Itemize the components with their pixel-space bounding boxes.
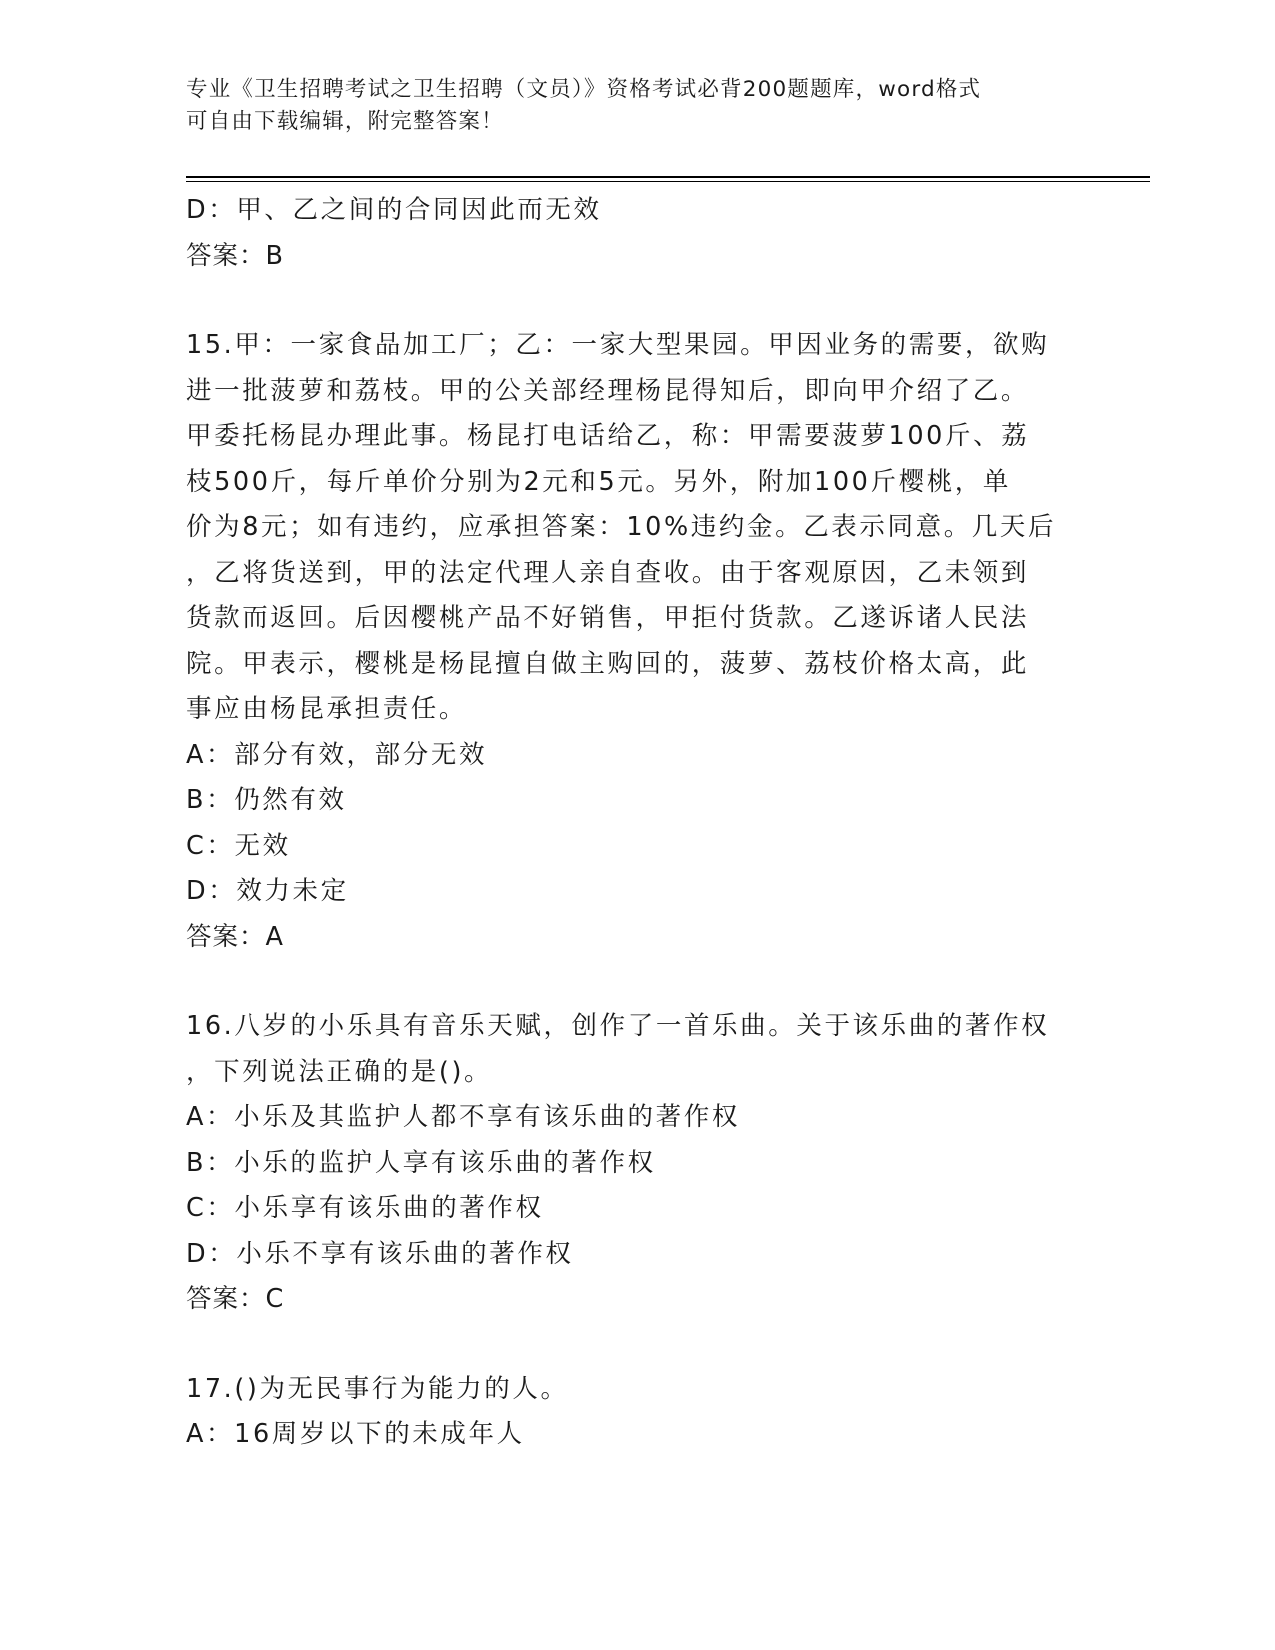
question-16	[186, 1004, 1086, 1323]
option-d: D：小乐不享有该乐曲的著作权	[186, 1238, 574, 1269]
question-text-line: 15.甲：一家食品加工厂；乙：一家大型果园。甲因业务的需要，欲购	[186, 330, 1050, 360]
header-rule-thin	[186, 181, 1150, 182]
answer-line: 答案：A	[186, 921, 284, 952]
page-header	[186, 74, 1066, 138]
option-c: C：小乐享有该乐曲的著作权	[186, 1193, 544, 1223]
question-text-line: 院。甲表示，樱桃是杨昆擅自做主购回的，菠萝、荔枝价格太高，此	[186, 648, 1030, 679]
question-15	[186, 323, 1086, 960]
question-text-line: 甲委托杨昆办理此事。杨昆打电话给乙，称：甲需要菠萝100斤、荔	[186, 421, 1030, 451]
option-b: B：小乐的监护人享有该乐曲的著作权	[186, 1147, 656, 1178]
question-17	[186, 1367, 1086, 1458]
header-line-1: 专业《卫生招聘考试之卫生招聘（文员）》资格考试必背200题题库，word格式	[186, 77, 982, 102]
question-text-line: 16.八岁的小乐具有音乐天赋，创作了一首乐曲。关于该乐曲的著作权	[186, 1011, 1050, 1041]
question-text-line: 枝500斤，每斤单价分别为2元和5元。另外，附加100斤樱桃，单	[186, 466, 1011, 497]
answer-line: 答案：C	[186, 1284, 285, 1314]
question-fragment	[186, 188, 1086, 279]
header-rule-thick	[186, 176, 1150, 178]
option-a: A：16周岁以下的未成年人	[186, 1419, 525, 1449]
option-d: D：效力未定	[186, 876, 349, 906]
question-text-line: ，下列说法正确的是()。	[186, 1056, 493, 1087]
option-c: C：无效	[186, 830, 291, 861]
question-text-line: 事应由杨昆承担责任。	[186, 694, 468, 724]
question-text-line: 货款而返回。后因樱桃产品不好销售，甲拒付货款。乙遂诉诸人民法	[186, 603, 1030, 633]
option-b: B：仍然有效	[186, 785, 347, 815]
question-text-line: ，乙将货送到，甲的法定代理人亲自查收。由于客观原因，乙未领到	[186, 557, 1030, 588]
question-text-line: 价为8元；如有违约，应承担答案：10%违约金。乙表示同意。几天后	[186, 512, 1057, 542]
header-line-2: 可自由下载编辑，附完整答案！	[186, 109, 504, 134]
option-a: A：小乐及其监护人都不享有该乐曲的著作权	[186, 1102, 740, 1132]
option-line: D：甲、乙之间的合同因此而无效	[186, 195, 602, 225]
option-a: A：部分有效，部分无效	[186, 739, 488, 770]
document-body	[186, 188, 1086, 1458]
question-text-line: 17.()为无民事行为能力的人。	[186, 1373, 569, 1404]
answer-line: 答案：B	[186, 240, 284, 271]
question-text-line: 进一批菠萝和荔枝。甲的公关部经理杨昆得知后，即向甲介绍了乙。	[186, 375, 1030, 406]
